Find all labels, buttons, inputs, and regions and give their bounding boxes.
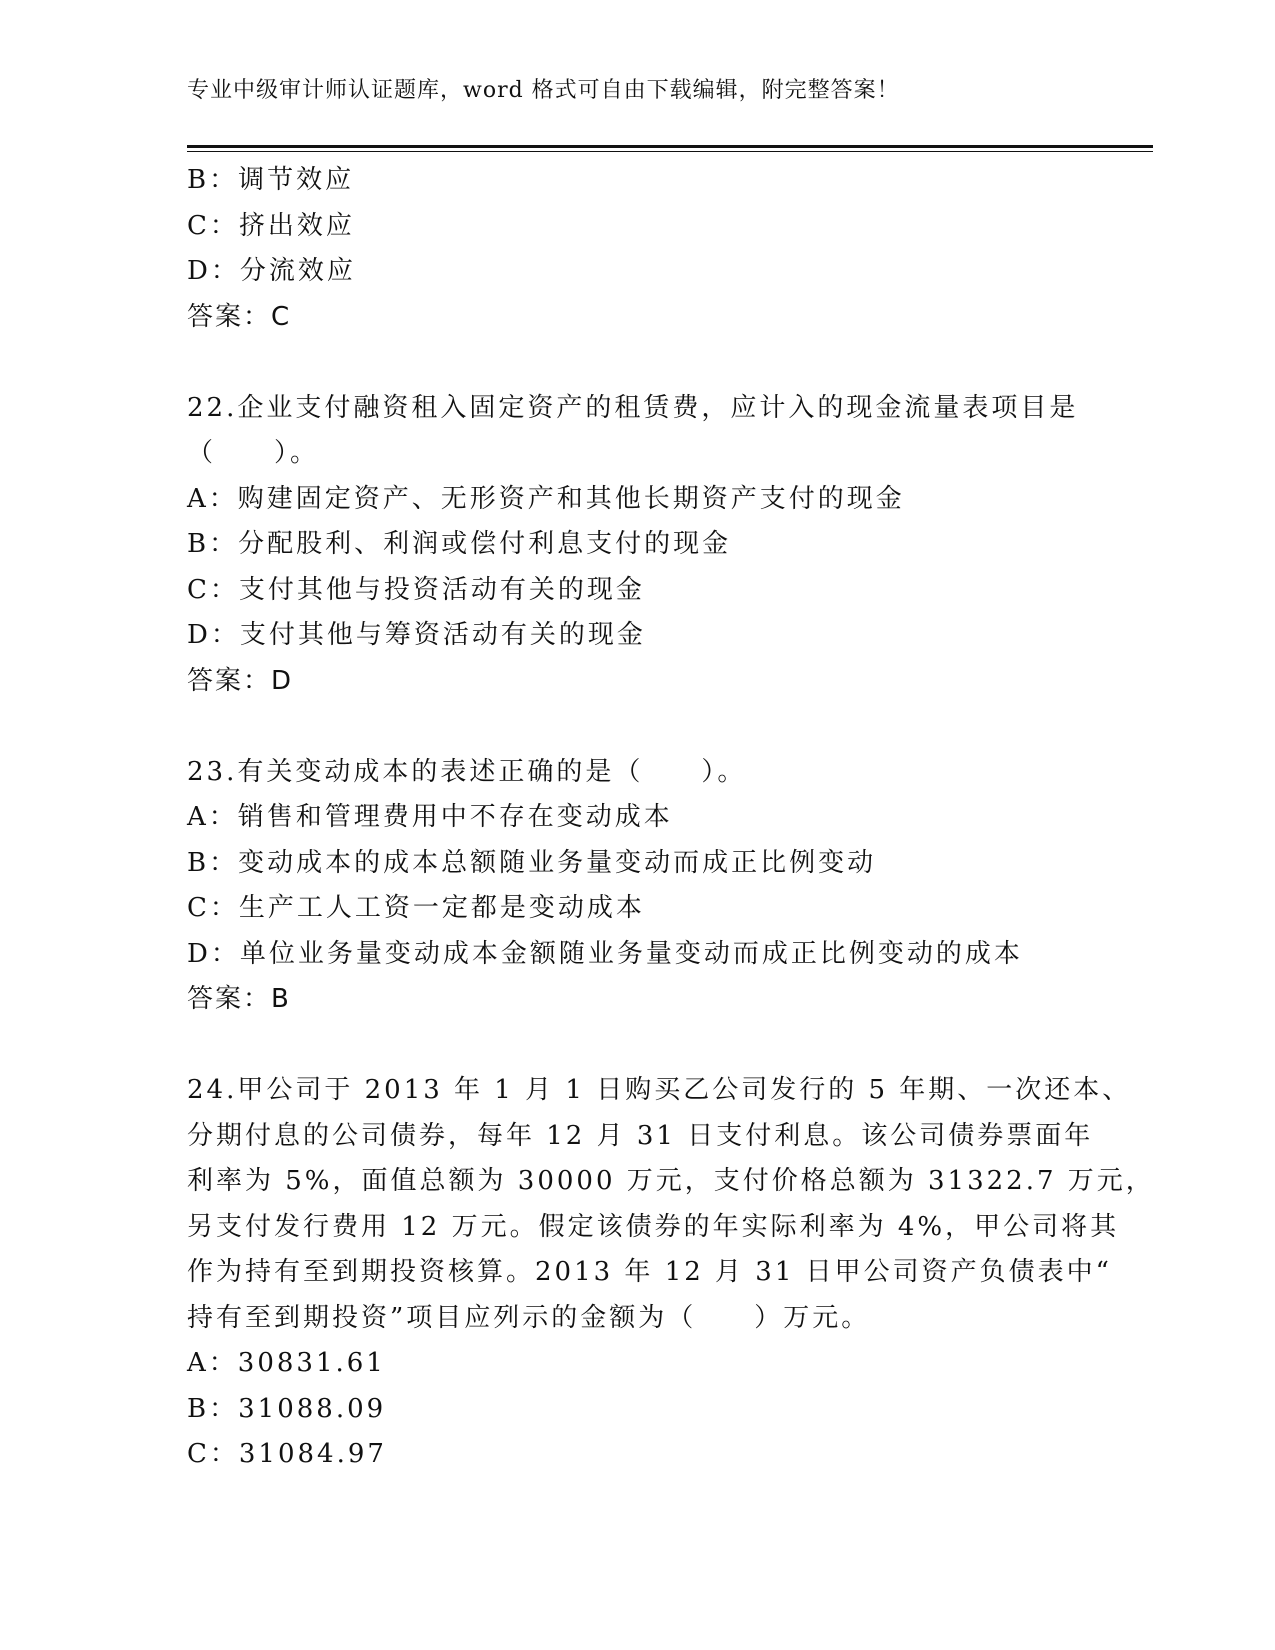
option-d: D：单位业务量变动成本金额随业务量变动而成正比例变动的成本: [187, 938, 1023, 969]
question-stem: 23.有关变动成本的表述正确的是（ ）。: [187, 756, 747, 787]
header-divider: [187, 145, 1153, 148]
option-b: B：31088.09: [187, 1393, 387, 1424]
question-23: [187, 750, 1087, 1023]
option-d: D：分流效应: [187, 256, 356, 286]
question-stem: 分期付息的公司债券，每年 12 月 31 日支付利息。该公司债券票面年: [187, 1120, 1094, 1151]
question-stem: 22.企业支付融资租入固定资产的租赁费，应计入的现金流量表项目是: [187, 392, 1079, 423]
option-c: C：生产工人工资一定都是变动成本: [187, 893, 645, 923]
option-d: D：支付其他与筹资活动有关的现金: [187, 620, 646, 650]
answer-line: 答案：B: [187, 984, 291, 1014]
option-a: A：30831.61: [187, 1348, 386, 1378]
option-c: C：31084.97: [187, 1439, 387, 1469]
option-b: B：变动成本的成本总额随业务量变动而成正比例变动: [187, 847, 877, 878]
question-content: [187, 158, 1155, 1478]
page-header: 专业中级审计师认证题库，word 格式可自由下载编辑，附完整答案！: [187, 78, 900, 103]
question-stem: 24.甲公司于 2013 年 1 月 1 日购买乙公司发行的 5 年期、一次还本、: [187, 1075, 1132, 1105]
option-b: B：调节效应: [187, 165, 355, 195]
question-stem: 利率为 5%，面值总额为 30000 万元，支付价格总额为 31322.7 万元，: [187, 1166, 1155, 1196]
answer-line: 答案：D: [187, 665, 294, 696]
question-24: [187, 1068, 1155, 1478]
option-a: A：购建固定资产、无形资产和其他长期资产支付的现金: [187, 483, 905, 514]
option-c: C：挤出效应: [187, 210, 355, 241]
question-stem: 持有至到期投资”项目应列示的金额为（ ）万元。: [187, 1302, 871, 1333]
answer-line: 答案：C: [187, 301, 292, 332]
header-divider-thin: [187, 151, 1153, 152]
option-a: A：销售和管理费用中不存在变动成本: [187, 802, 673, 832]
question-stem: 另支付发行费用 12 万元。假定该债券的年实际利率为 4%，甲公司将其: [187, 1211, 1120, 1242]
question-22: [187, 386, 1087, 705]
option-b: B：分配股利、利润或偿付利息支付的现金: [187, 529, 732, 559]
option-c: C：支付其他与投资活动有关的现金: [187, 574, 645, 605]
question-stem: 作为持有至到期投资核算。2013 年 12 月 31 日甲公司资产负债表中“: [187, 1257, 1112, 1287]
question-21: [187, 158, 1087, 340]
question-stem: （ ）。: [187, 438, 320, 468]
